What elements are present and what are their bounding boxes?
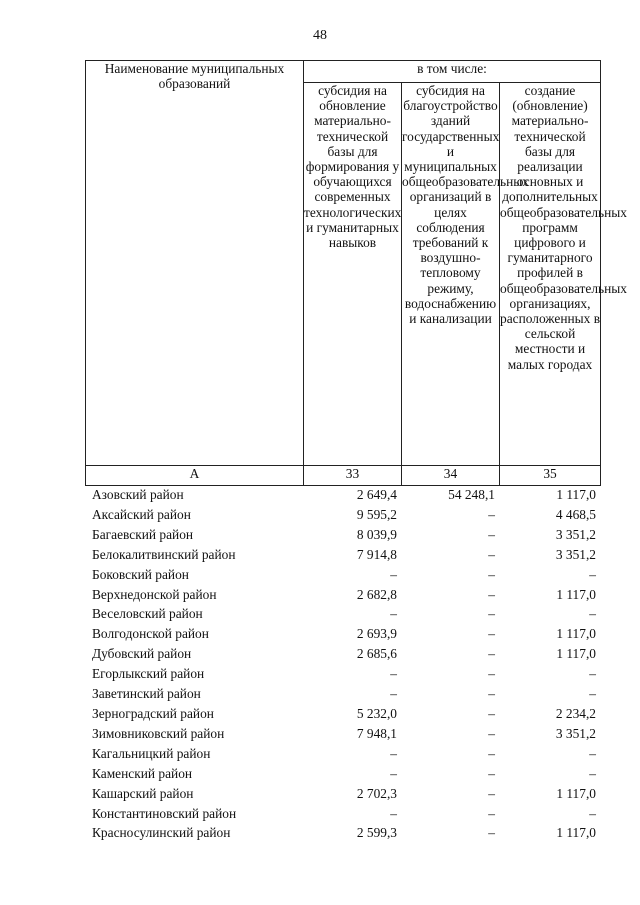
row-value-35: – xyxy=(589,666,596,682)
row-name-cell: Зимовниковский район xyxy=(92,725,225,741)
row-value-35: – xyxy=(589,566,596,582)
row-value-35: – xyxy=(589,745,596,761)
row-value-34: – xyxy=(488,566,495,582)
row-value-33: – xyxy=(390,666,397,682)
table-row xyxy=(85,684,600,704)
row-value-34: – xyxy=(488,705,495,721)
column-index-34: 34 xyxy=(402,466,500,486)
table-row xyxy=(85,744,600,764)
column-index-33: 33 xyxy=(304,466,402,486)
column-header-34: субсидия на благоустройство зданий государственных и муниципальных общеобразовательных организаций в целях соблюдения требований к воздушно-тепловому режиму, водоснабжению и канализации xyxy=(402,83,500,466)
row-value-35: – xyxy=(589,765,596,781)
table-row xyxy=(85,624,600,644)
row-name-cell: Веселовский район xyxy=(92,606,203,622)
row-value-33: – xyxy=(390,765,397,781)
row-value-33: – xyxy=(390,686,397,702)
row-value-35: 3 351,2 xyxy=(555,725,596,741)
row-value-33: 2 685,6 xyxy=(356,646,397,662)
row-value-34: – xyxy=(488,765,495,781)
row-name-cell: Кашарский район xyxy=(92,785,194,801)
row-name-cell: Кагальницкий район xyxy=(92,745,211,761)
table-row xyxy=(85,485,600,505)
row-value-33: 2 693,9 xyxy=(356,626,397,642)
row-value-35: 2 234,2 xyxy=(555,705,596,721)
row-value-33: 8 039,9 xyxy=(356,526,397,542)
row-value-35: 1 117,0 xyxy=(556,626,596,642)
row-value-34: – xyxy=(488,725,495,741)
row-value-34: – xyxy=(488,526,495,542)
row-value-34: – xyxy=(488,646,495,662)
row-value-34: – xyxy=(488,825,495,841)
row-value-33: 2 599,3 xyxy=(356,825,397,841)
row-value-35: 1 117,0 xyxy=(556,646,596,662)
row-value-34: – xyxy=(488,805,495,821)
row-value-34: – xyxy=(488,626,495,642)
row-name-cell: Дубовский район xyxy=(92,646,192,662)
row-value-33: 7 914,8 xyxy=(356,546,397,562)
row-name-cell: Заветинский район xyxy=(92,686,201,702)
row-name-cell: Каменский район xyxy=(92,765,193,781)
row-value-33: 2 649,4 xyxy=(356,487,397,502)
column-header-name: Наименование муниципальных образований xyxy=(86,61,304,466)
column-index-35: 35 xyxy=(500,466,601,486)
row-value-35: – xyxy=(589,805,596,821)
row-value-33: – xyxy=(390,606,397,622)
row-name-cell: Багаевский район xyxy=(92,526,194,542)
table-row xyxy=(85,724,600,744)
row-value-35: 3 351,2 xyxy=(555,526,596,542)
row-value-33: – xyxy=(390,745,397,761)
table-row xyxy=(85,525,600,545)
row-value-34: – xyxy=(488,506,495,522)
row-value-35: – xyxy=(589,606,596,622)
row-value-33: 2 702,3 xyxy=(356,785,397,801)
row-value-34: – xyxy=(488,666,495,682)
row-value-34: – xyxy=(488,686,495,702)
row-name-cell: Волгодонской район xyxy=(92,626,209,642)
row-value-35: – xyxy=(589,686,596,702)
table-row xyxy=(85,664,600,684)
row-value-34: – xyxy=(488,745,495,761)
table-row xyxy=(85,604,600,624)
table-row xyxy=(85,545,600,565)
row-value-33: 2 682,8 xyxy=(356,586,397,602)
row-value-35: 1 117,0 xyxy=(556,586,596,602)
row-value-34: – xyxy=(488,606,495,622)
row-value-33: – xyxy=(390,566,397,582)
row-value-33: 9 595,2 xyxy=(356,506,397,522)
row-name-cell: Егорлыкский район xyxy=(92,666,205,682)
row-value-35: 1 117,0 xyxy=(556,825,596,841)
row-value-35: 1 117,0 xyxy=(556,785,596,801)
column-header-33: субсидия на обновление материально-технической базы для формирования у обучающихся современных технологических и гуманитарных навыков xyxy=(304,83,402,466)
column-index-name: А xyxy=(86,466,304,486)
row-name-cell: Красносулинский район xyxy=(92,825,231,841)
row-value-35: 3 351,2 xyxy=(555,546,596,562)
column-group-header: в том числе: xyxy=(304,61,601,83)
table-row xyxy=(85,505,600,525)
table-row xyxy=(85,644,600,664)
row-name-cell: Аксайский район xyxy=(92,506,191,522)
row-value-34: 54 248,1 xyxy=(448,487,495,502)
row-value-34: – xyxy=(488,785,495,801)
row-value-34: – xyxy=(488,546,495,562)
row-name-cell: Азовский район xyxy=(92,487,184,502)
row-value-33: – xyxy=(390,805,397,821)
row-name-cell: Зерноградский район xyxy=(92,705,214,721)
table-row xyxy=(85,784,600,804)
column-header-35: создание (обновление) материально-технической базы для реализации основных и дополнительных общеобразовательных программ цифрового и гуманитарного профилей в общеобразовательных организациях, расположенных в сельской местности и малых городах xyxy=(500,83,601,466)
row-name-cell: Боковский район xyxy=(92,566,189,582)
table-row xyxy=(85,585,600,605)
page-number: 48 xyxy=(313,28,327,43)
table-header xyxy=(85,60,628,486)
table-body xyxy=(85,485,600,843)
row-name-cell: Белокалитвинский район xyxy=(92,546,236,562)
row-name-cell: Верхнедонской район xyxy=(92,586,217,602)
row-value-33: 7 948,1 xyxy=(356,725,397,741)
row-name-cell: Константиновский район xyxy=(92,805,237,821)
table-row xyxy=(85,704,600,724)
row-value-35: 1 117,0 xyxy=(556,487,596,502)
table-row xyxy=(85,565,600,585)
table-row xyxy=(85,804,600,824)
table-row xyxy=(85,823,600,843)
table-row xyxy=(85,764,600,784)
row-value-35: 4 468,5 xyxy=(555,506,596,522)
row-value-34: – xyxy=(488,586,495,602)
row-value-33: 5 232,0 xyxy=(356,705,397,721)
